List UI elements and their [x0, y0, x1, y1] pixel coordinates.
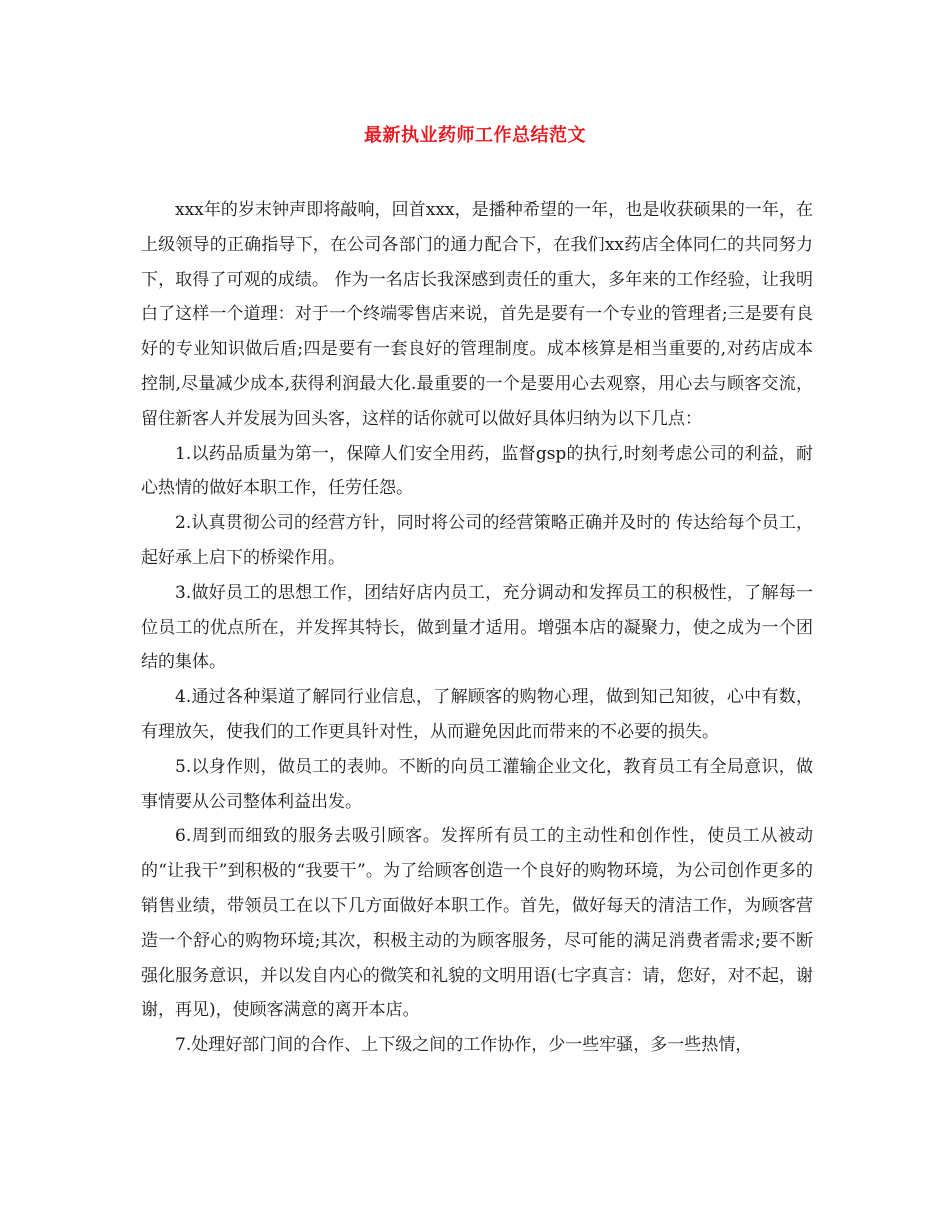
- paragraph-point-6: 6.周到而细致的服务去吸引顾客。发挥所有员工的主动性和创作性，使员工从被动的“让我干”到积极的“我要干”。为了给顾客创造一个良好的购物环境，为公司创作更多的销售业绩，带领员工在以下几方面做好本职工作。首先，做好每天的清洁工作，为顾客营造一个舒心的购物环境;其次，积极主动的为顾客服务，尽可能的满足消费者需求;要不断强化服务意识，并以发自内心的微笑和礼貌的文明用语(七字真言：请，您好，对不起，谢谢，再见)，使顾客满意的离开本店。: [141, 826, 813, 1021]
- paragraph-intro: xxx年的岁末钟声即将敲响，回首xxx，是播种希望的一年，也是收获硕果的一年，在上级领导的正确指导下，在公司各部门的通力配合下，在我们xx药店全体同仁的共同努力下，取得了可观的成绩。 作为一名店长我深感到责任的重大，多年来的工作经验，让我明白了这样一个道理：对于一个终端零售店来说，首先是要有一个专业的管理者;三是要有良好的专业知识做后盾;四是要有一套良好的管理制度。成本核算是相当重要的,对药店成本控制,尽量减少成本,获得利润最大化.最重要的一个是要用心去观察，用心去与顾客交流，留住新客人并发展为回头客，这样的话你就可以做好具体归纳为以下几点：: [141, 200, 813, 429]
- document-title: 最新执业药师工作总结范文: [364, 125, 586, 146]
- paragraph-point-1: 1.以药品质量为第一，保障人们安全用药，监督gsp的执行,时刻考虑公司的利益，耐心热情的做好本职工作，任劳任怨。: [141, 443, 813, 499]
- paragraph-point-4: 4.通过各种渠道了解同行业信息，了解顾客的购物心理，做到知己知彼，心中有数，有理放矢，使我们的工作更具针对性，从而避免因此而带来的不必要的损失。: [141, 687, 813, 742]
- paragraph-point-7: 7.处理好部门间的合作、上下级之间的工作协作，少一些牢骚，多一些热情，: [175, 1035, 753, 1056]
- paragraph-point-3: 3.做好员工的思想工作，团结好店内员工，充分调动和发挥员工的积极性，了解每一位员工的优点所在，并发挥其特长，做到量才适用。增强本店的凝聚力，使之成为一个团结的集体。: [141, 582, 813, 673]
- paragraph-point-2: 2.认真贯彻公司的经营方针，同时将公司的经营策略正确并及时的 传达给每个员工，起好承上启下的桥梁作用。: [141, 513, 813, 568]
- document-body: [141, 193, 813, 1063]
- paragraph-point-5: 5.以身作则，做员工的表帅。不断的向员工灌输企业文化，教育员工有全局意识，做事情要从公司整体利益出发。: [141, 756, 813, 812]
